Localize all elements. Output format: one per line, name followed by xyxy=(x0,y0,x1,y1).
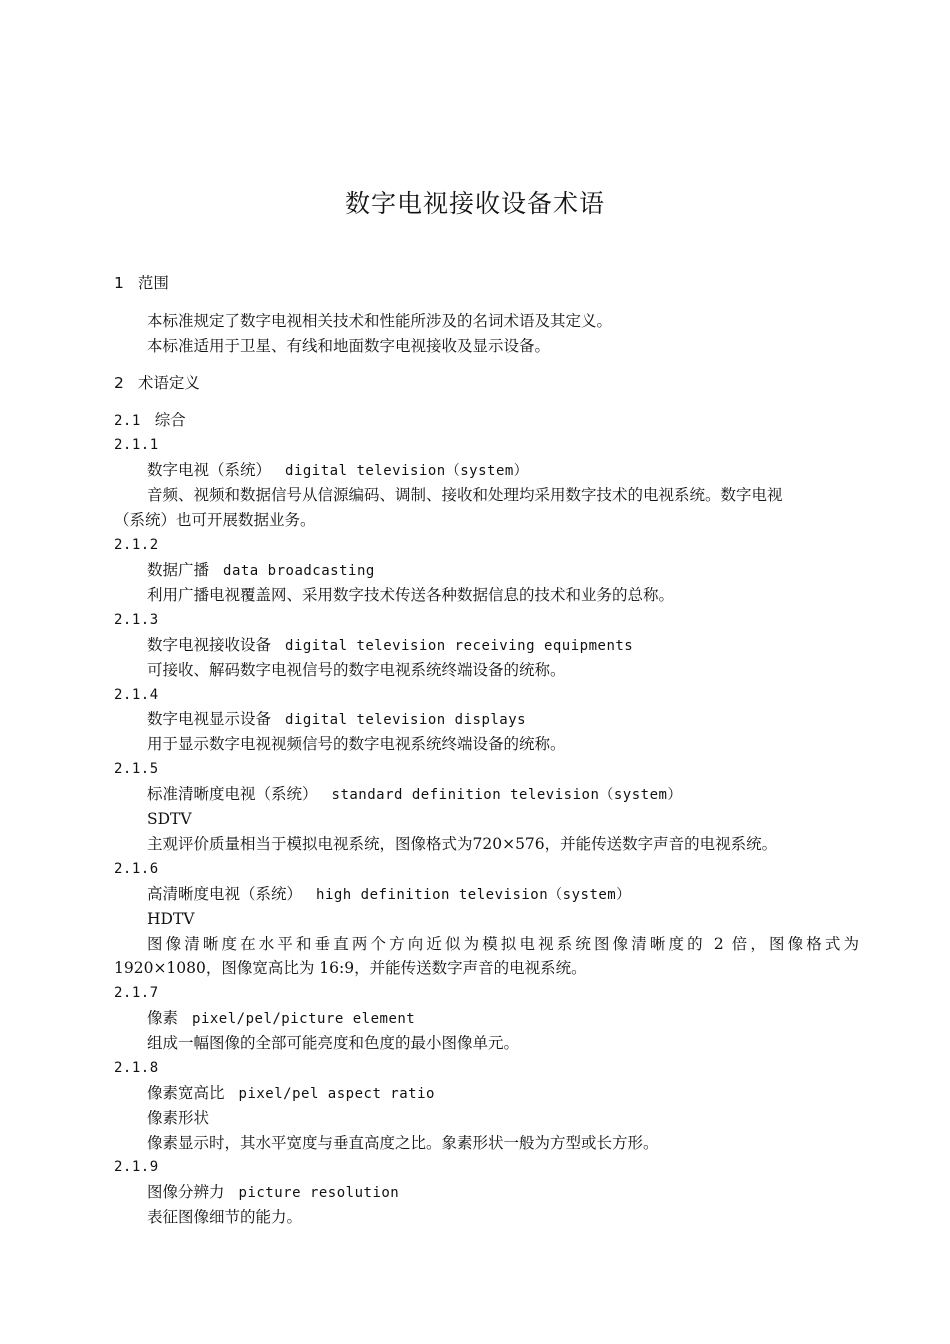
term-cn: 图像分辨力 xyxy=(147,1183,225,1201)
term-heading xyxy=(147,1008,415,1029)
term-heading xyxy=(147,784,682,805)
term-definition: 主观评价质量相当于模拟电视系统，图像格式为720×576，并能传送数字声音的电视系统。 xyxy=(147,835,778,853)
term-synonym: 像素形状 xyxy=(147,1109,210,1127)
term-cn: 高清晰度电视（系统） xyxy=(147,885,303,903)
subsection-number: 2.1 xyxy=(114,413,141,429)
term-number: 2.1.6 xyxy=(114,861,159,877)
term-en: pixel/pel aspect ratio xyxy=(238,1086,435,1102)
term-heading xyxy=(147,460,528,481)
term-number: 2.1.5 xyxy=(114,761,159,777)
term-definition: 可接收、解码数字电视信号的数字电视系统终端设备的统称。 xyxy=(147,661,566,679)
term-number: 2.1.9 xyxy=(114,1159,159,1175)
document-title: 数字电视接收设备术语 xyxy=(344,189,605,218)
term-definition: 像素显示时，其水平宽度与垂直高度之比。象素形状一般为方型或长方形。 xyxy=(147,1134,659,1152)
section-title: 术语定义 xyxy=(137,374,200,392)
term-heading xyxy=(147,560,375,581)
term-number: 2.1.2 xyxy=(114,537,159,553)
term-heading xyxy=(147,1182,399,1203)
term-definition: 用于显示数字电视视频信号的数字电视系统终端设备的统称。 xyxy=(147,735,566,753)
term-number: 2.1.7 xyxy=(114,985,159,1001)
term-cn: 标准清晰度电视（系统） xyxy=(147,785,318,803)
section-number: 2 xyxy=(114,374,124,392)
paragraph: 本标准适用于卫星、有线和地面数字电视接收及显示设备。 xyxy=(147,337,551,355)
term-number: 2.1.3 xyxy=(114,612,159,628)
term-definition: 图像清晰度在水平和垂直两个方向近似为模拟电视系统图像清晰度的 2 倍，图像格式为 xyxy=(147,935,859,953)
term-en: digital television displays xyxy=(285,712,527,728)
term-definition-cont: （系统）也可开展数据业务。 xyxy=(114,511,316,529)
section-number: 1 xyxy=(114,274,124,292)
term-cn: 像素宽高比 xyxy=(147,1084,225,1102)
term-cn: 数据广播 xyxy=(147,561,210,579)
term-heading xyxy=(147,635,633,656)
term-en: picture resolution xyxy=(238,1185,400,1201)
term-heading xyxy=(147,1083,435,1104)
subsection-title: 综合 xyxy=(154,411,186,429)
term-definition: 表征图像细节的能力。 xyxy=(147,1208,303,1226)
paragraph: 本标准规定了数字电视相关技术和性能所涉及的名词术语及其定义。 xyxy=(147,312,613,330)
term-definition: 组成一幅图像的全部可能亮度和色度的最小图像单元。 xyxy=(147,1034,520,1052)
term-en: high definition television（system） xyxy=(316,887,631,903)
term-number: 2.1.4 xyxy=(114,687,159,703)
term-cn: 数字电视显示设备 xyxy=(147,710,272,728)
term-cn: 数字电视（系统） xyxy=(147,461,272,479)
section-2-heading xyxy=(114,373,200,393)
term-en: pixel/pel/picture element xyxy=(192,1011,416,1027)
term-en: data broadcasting xyxy=(223,563,375,579)
term-cn: 像素 xyxy=(147,1009,179,1027)
section-1-heading xyxy=(114,273,169,293)
term-abbreviation: SDTV xyxy=(147,810,192,828)
term-heading xyxy=(147,709,526,730)
term-definition-cont: 1920×1080，图像宽高比为 16:9，并能传送数字声音的电视系统。 xyxy=(114,959,587,977)
term-en: standard definition television（system） xyxy=(331,787,682,803)
section-title: 范围 xyxy=(137,274,169,292)
term-definition: 利用广播电视覆盖网、采用数字技术传送各种数据信息的技术和业务的总称。 xyxy=(147,586,675,604)
term-number: 2.1.1 xyxy=(114,437,159,453)
term-definition: 音频、视频和数据信号从信源编码、调制、接收和处理均采用数字技术的电视系统。数字电视 xyxy=(147,486,783,504)
term-en: digital television（system） xyxy=(285,463,529,479)
term-en: digital television receiving equipments xyxy=(285,638,634,654)
subsection-2-1-heading xyxy=(114,410,186,431)
term-heading xyxy=(147,884,631,905)
term-number: 2.1.8 xyxy=(114,1060,159,1076)
term-abbreviation: HDTV xyxy=(147,910,195,928)
term-cn: 数字电视接收设备 xyxy=(147,636,272,654)
